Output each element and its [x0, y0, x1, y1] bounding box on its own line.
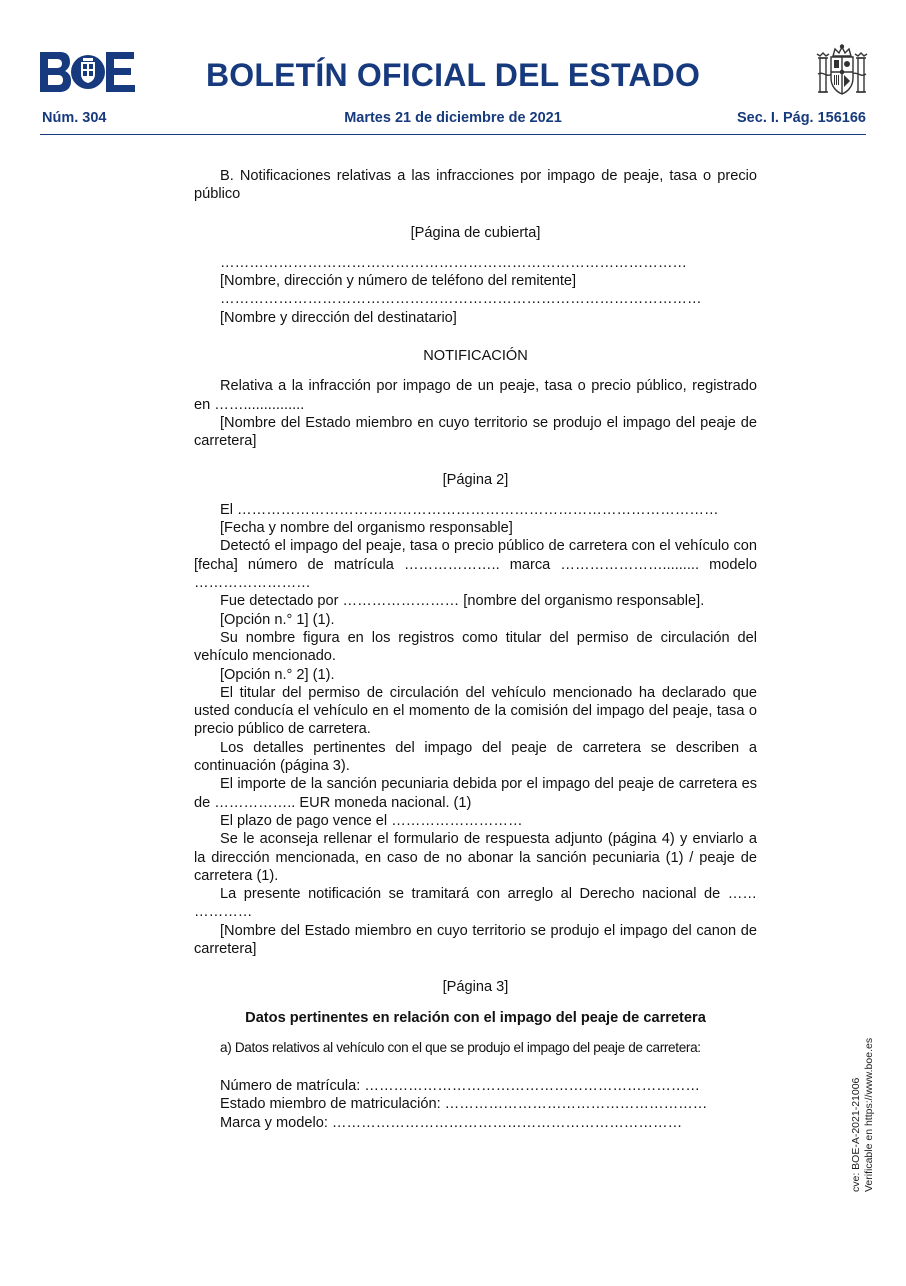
newspaper-title: BOLETÍN OFICIAL DEL ESTADO [205, 57, 701, 93]
paragraph-amount: El importe de la sanción pecuniaria debida por el impago del peaje de carretera es de …………….. EUR moneda nacional. (1) [194, 776, 757, 811]
issue-meta-bar [40, 110, 866, 130]
option-2: [Opción n.° 2] (1). [220, 666, 335, 683]
field-registration-state: Estado miembro de matriculación: ……………………………………………… [220, 1096, 708, 1113]
verification-sidebar [850, 1022, 884, 1192]
page-label-3: [Página 3] [442, 979, 509, 996]
section-heading-b: B. Notificaciones relativas a las infracciones por impago de peaje, tasa o precio público [194, 168, 757, 203]
paragraph-detected-by: Fue detectado por …………………… [nombre del organismo responsable]. [220, 593, 705, 610]
paragraph-declared-driver: El titular del permiso de circulación del vehículo mencionado ha declarado que usted conducía el vehículo en el momento de la comisión del impago del peaje, tasa o precio público de carretera. [194, 684, 757, 738]
page-label-2: [Página 2] [442, 471, 509, 488]
date-organism-placeholder: [Fecha y nombre del organismo responsable] [220, 520, 513, 537]
paragraph-registered-owner: Su nombre figura en los registros como titular del permiso de circulación del vehículo mencionado. [194, 629, 757, 665]
paragraph-response-form: Se le aconseja rellenar el formulario de respuesta adjunto (página 4) y enviarlo a la dirección mencionada, en caso de no abonar la sanción pecuniaria (1) / peaje de carretera (1). [194, 831, 757, 884]
dotted-line-recipient: ……………………………………………………………………………………… [220, 291, 702, 308]
paragraph-detected: Detectó el impago del peaje, tasa o precio público de carretera con el vehículo con [fecha] número de matrícula ……………….. marca …………………......... modelo …………………… [194, 538, 757, 592]
verification-url[interactable]: Verificable en https://www.boe.es [863, 1037, 875, 1192]
vehicle-data-item-a: a) Datos relativos al vehículo con el que se produjo el impago del peaje de carretera: [220, 1039, 701, 1055]
document-body [194, 167, 757, 1132]
member-state-placeholder: [Nombre del Estado miembro en cuyo territorio se produjo el impago del peaje de carretera] [194, 414, 757, 450]
cve-code: cve: BOE-A-2021-21006 [850, 1077, 862, 1192]
option-1: [Opción n.° 1] (1). [220, 611, 335, 628]
paragraph-details: Los detalles pertinentes del impago del peaje de carretera se describen a continuación (página 3). [194, 739, 757, 775]
paragraph-relative: Relativa a la infracción por impago de un peaje, tasa o precio público, registrado en ……............... [194, 378, 757, 413]
coat-of-arms-icon [816, 44, 868, 98]
header-divider [40, 134, 866, 135]
member-state-placeholder-canon: [Nombre del Estado miembro en cuyo territorio se produjo el impago del canon de carretera] [194, 922, 757, 957]
issue-number: Núm. 304 [42, 110, 107, 126]
paragraph-el: El ……………………………………………………………………………………… [220, 501, 719, 518]
paragraph-deadline: El plazo de pago vence el ……………………… [220, 812, 523, 829]
field-registration-number: Número de matrícula: …………………………………………………………… [220, 1078, 701, 1095]
paragraph-national-law: La presente notificación se tramitará con arreglo al Derecho nacional de …… ………… [194, 886, 757, 921]
page-label-cover: [Página de cubierta] [410, 224, 541, 241]
field-make-model: Marca y modelo: ……………………………………………………………… [220, 1114, 683, 1131]
section-page: Sec. I. Pág. 156166 [737, 110, 866, 126]
sender-placeholder: [Nombre, dirección y número de teléfono del remitente] [220, 273, 577, 290]
dotted-line-sender: …………………………………………………………………………………… [220, 254, 687, 271]
data-section-heading: Datos pertinentes en relación con el impago del peaje de carretera [245, 1009, 706, 1026]
issue-date: Martes 21 de diciembre de 2021 [344, 110, 562, 126]
recipient-placeholder: [Nombre y dirección del destinatario] [220, 309, 457, 326]
notification-heading: NOTIFICACIÓN [423, 348, 528, 365]
